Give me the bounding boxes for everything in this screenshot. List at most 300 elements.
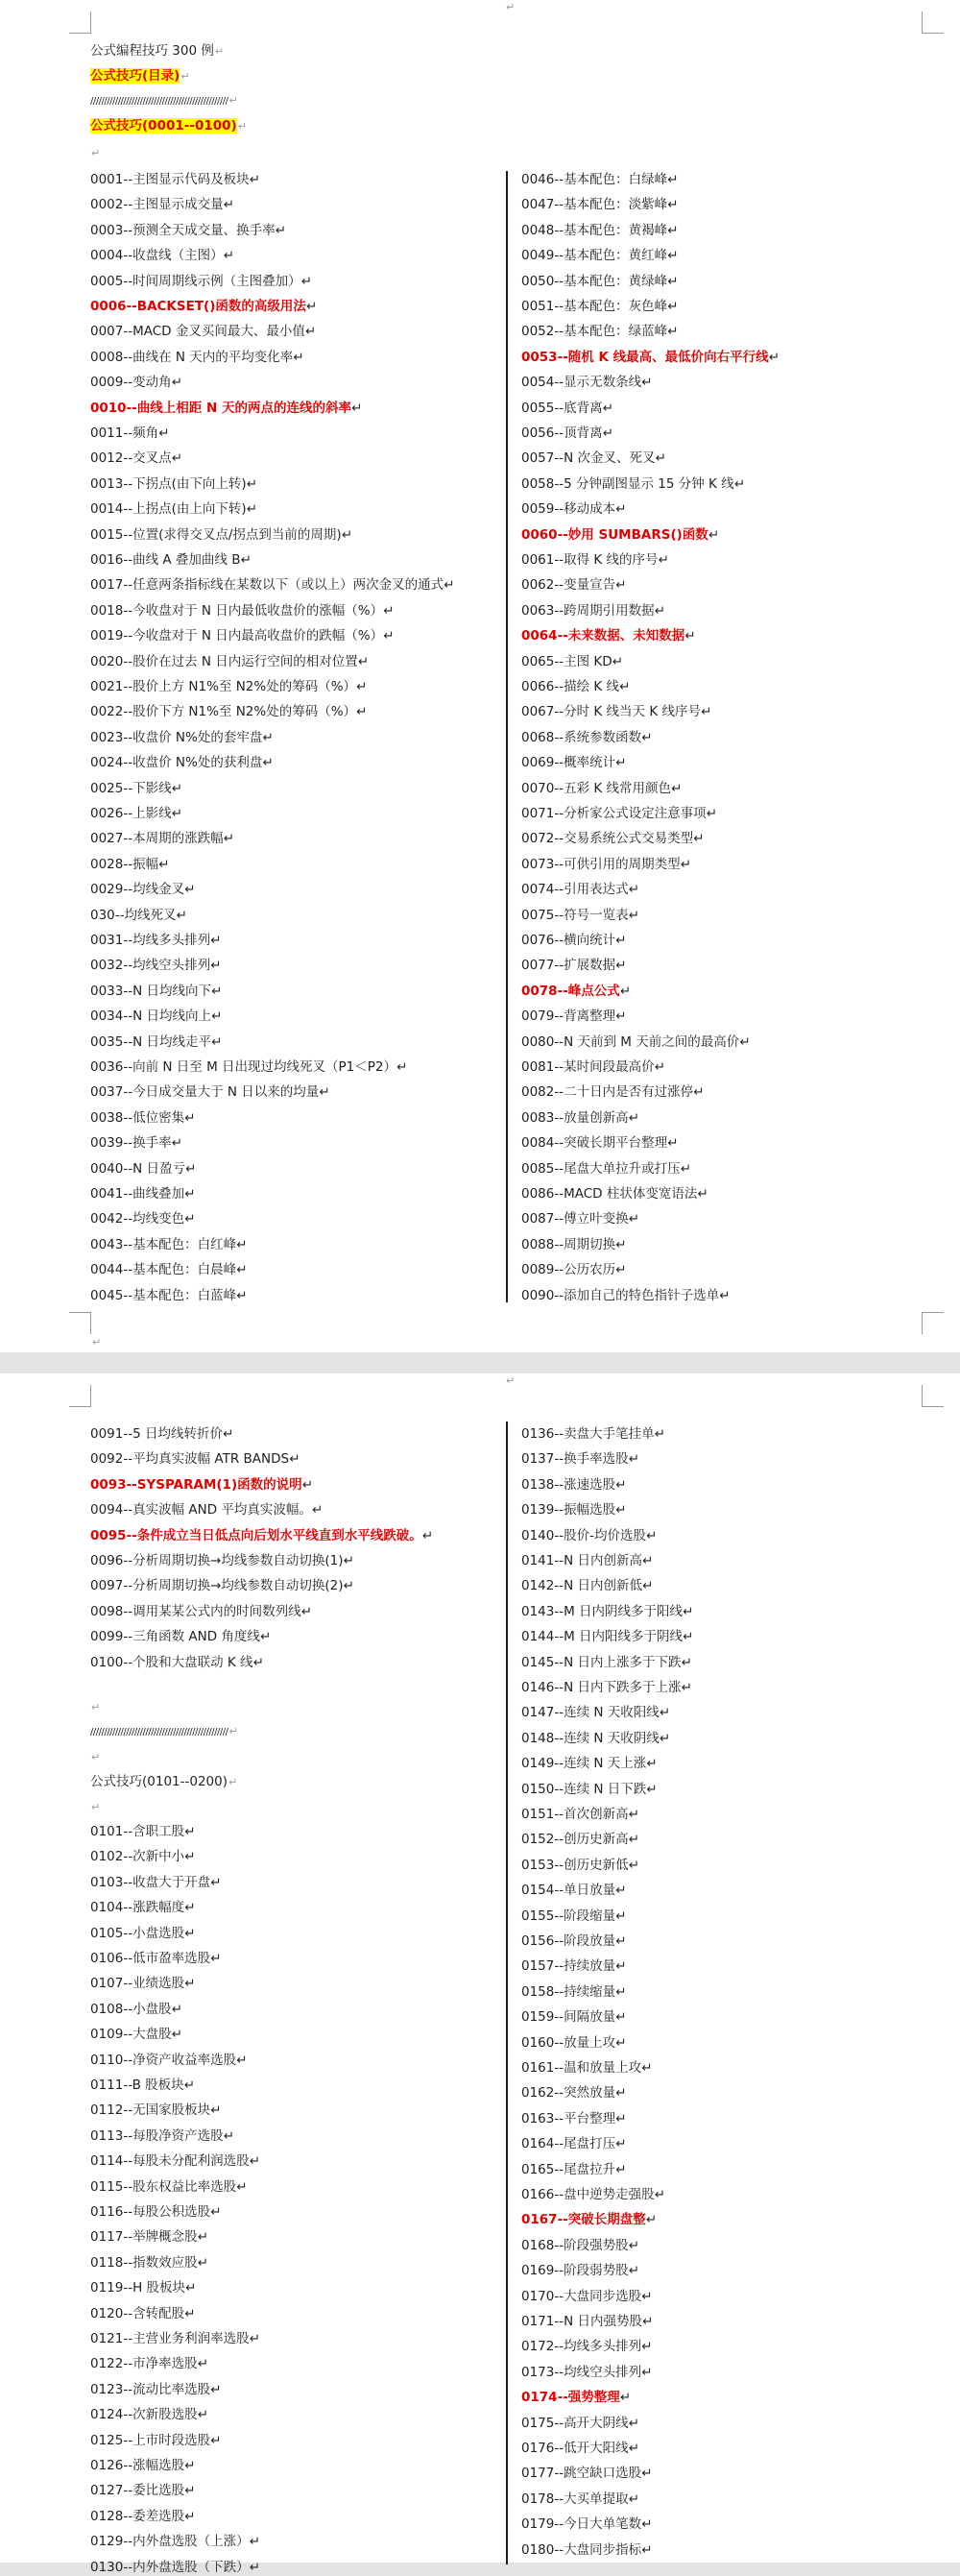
- toc-entry-text: 0163--平台整理: [521, 2110, 616, 2126]
- toc-entry: [521, 881, 639, 898]
- paragraph-mark-icon: ↵: [197, 2356, 208, 2372]
- paragraph-mark-icon: ↵: [383, 628, 395, 644]
- toc-entry: [521, 1185, 708, 1203]
- toc-entry-text: 0012--交叉点: [90, 450, 172, 467]
- paragraph-mark-icon: ↵: [739, 1033, 751, 1050]
- paragraph-mark-icon: ↵: [236, 2052, 248, 2068]
- paragraph-mark-icon: ↵: [171, 1135, 182, 1152]
- toc-entry-text: 0128--委差选股: [90, 2508, 185, 2524]
- toc-entry-text: 0011--频角: [90, 425, 159, 441]
- toc-entry-text: 0083--放量创新高: [521, 1109, 629, 1126]
- paragraph-mark-icon: ↵: [249, 2153, 260, 2170]
- toc-label: 公式技巧(目录): [90, 68, 180, 84]
- paragraph-mark-icon: ↵: [619, 2390, 632, 2406]
- toc-entry-text: 0115--股东权益比率选股: [90, 2178, 237, 2195]
- toc-entry: [90, 1109, 195, 1127]
- toc-entry-text: 0102--次新中小: [90, 1849, 185, 1865]
- toc-entry-text: 0149--连续 N 天上涨: [521, 1756, 647, 1772]
- paragraph-mark-icon: ↵: [684, 628, 696, 644]
- paragraph-mark-icon: ↵: [300, 273, 312, 289]
- paragraph-mark-icon: ↵: [615, 1883, 627, 1899]
- toc-entry: [90, 450, 182, 467]
- paragraph-mark-icon: ↵: [719, 1287, 731, 1303]
- toc-entry: [521, 2440, 639, 2457]
- toc-entry: [90, 2254, 208, 2272]
- toc-entry: [90, 500, 257, 518]
- paragraph-mark-icon: ↵: [615, 1476, 627, 1493]
- paragraph-mark-icon: ↵: [615, 958, 627, 974]
- toc-entry-text: 0117--举牌概念股: [90, 2229, 198, 2246]
- toc-entry-text: 0143--M 日内阴线多于阳线: [521, 1603, 684, 1619]
- paragraph-mark-icon: ↵: [356, 679, 368, 694]
- toc-entry: [521, 1287, 730, 1304]
- toc-entry: [90, 526, 352, 544]
- toc-entry: [521, 907, 639, 924]
- paragraph-mark-icon: ↵: [683, 1629, 694, 1645]
- slash-separator: //////////////////////////////////////////////////: [90, 1727, 228, 1738]
- toc-entry-text: 0010--曲线上相距 N 天的两点的连线的斜率: [90, 400, 351, 416]
- paragraph-mark-icon: ↵: [642, 2314, 654, 2329]
- toc-entry-text: 0146--N 日内下跌多于上涨: [521, 1680, 682, 1695]
- toc-entry: [521, 1654, 692, 1671]
- toc-entry-text: 0140--股价-均价选股: [521, 1527, 646, 1543]
- paragraph-mark-icon: ↵: [628, 882, 639, 898]
- toc-entry: [521, 1908, 626, 1925]
- toc-entry: [90, 2279, 196, 2297]
- toc-entry-text: 0157--持续放量: [521, 1958, 616, 1975]
- toc-label-line: [90, 67, 190, 85]
- toc-entry-text: 0177--跳空缺口选股: [521, 2466, 642, 2482]
- toc-entry-text: 0048--基本配色：黄褐峰: [521, 222, 668, 238]
- paragraph-mark-icon: ↵: [184, 1824, 196, 1839]
- toc-entry: [90, 2559, 260, 2576]
- toc-entry: [90, 881, 195, 898]
- toc-entry-text: 0046--基本配色：白绿峰: [521, 172, 668, 187]
- toc-entry: [521, 2541, 652, 2559]
- toc-entry: [521, 551, 669, 569]
- toc-entry-text: 0079--背离整理: [521, 1009, 616, 1025]
- toc-entry-text: 0062--变量宣告: [521, 577, 616, 594]
- toc-entry: [90, 627, 394, 644]
- paragraph-mark-icon: ↵: [697, 1186, 708, 1202]
- toc-entry-text: 0061--取得 K 线的序号: [521, 552, 659, 568]
- toc-entry: [90, 2152, 260, 2170]
- toc-entry-text: 0026--上影线: [90, 806, 172, 821]
- paragraph-mark-icon: ↵: [615, 1502, 627, 1519]
- toc-entry-text: 0025--下影线: [90, 780, 172, 796]
- toc-entry: [90, 1603, 312, 1620]
- paragraph-mark-icon: ↵: [655, 450, 666, 467]
- toc-entry-text: 0041--曲线叠加: [90, 1186, 185, 1202]
- toc-entry-text: 0001--主图显示代码及板块: [90, 172, 250, 187]
- toc-entry-text: 0100--个股和大盘联动 K 线: [90, 1654, 253, 1670]
- toc-entry: [90, 2381, 221, 2398]
- toc-entry: [90, 2406, 208, 2423]
- toc-entry: [90, 2178, 247, 2196]
- toc-entry-text: 0136--卖盘大手笔挂单: [521, 1426, 655, 1442]
- paragraph-mark-icon: ↵: [646, 1756, 658, 1772]
- toc-entry: [90, 1654, 264, 1671]
- paragraph-mark-icon: ↵: [641, 2060, 653, 2076]
- paragraph-mark-icon: ↵: [444, 577, 455, 594]
- toc-entry: [90, 1476, 313, 1494]
- toc-entry: [90, 2077, 195, 2094]
- toc-entry: [90, 551, 252, 569]
- paragraph-mark-icon: ↵: [223, 831, 234, 847]
- toc-entry-text: 0081--某时间段最高价: [521, 1059, 655, 1075]
- toc-entry-text: 0028--振幅: [90, 856, 159, 872]
- paragraph-mark-icon: ↵: [693, 831, 705, 847]
- paragraph-mark-icon: ↵: [628, 2441, 639, 2456]
- paragraph-mark-icon: ↵: [184, 2458, 196, 2473]
- toc-entry: [521, 2515, 652, 2533]
- page-corner-mark: [69, 1385, 91, 1407]
- toc-entry-text: 0053--随机 K 线最高、最低价向右平行线: [521, 349, 769, 365]
- paragraph-mark-icon: ↵: [654, 602, 665, 619]
- toc-entry-text: 0075--符号一览表: [521, 907, 629, 923]
- toc-entry: [521, 678, 630, 695]
- toc-entry: [521, 1501, 626, 1519]
- paragraph-mark-icon: ↵: [210, 2102, 222, 2119]
- toc-entry: [90, 830, 234, 847]
- toc-entry: [90, 1287, 247, 1304]
- toc-entry-text: 0120--含转配股: [90, 2305, 185, 2321]
- paragraph-mark-icon: ↵: [197, 2254, 208, 2271]
- paragraph-mark-icon: ↵: [237, 120, 247, 133]
- toc-entry: [521, 703, 711, 720]
- toc-entry-text: 0096--分析周期切换→均线参数自动切换(1): [90, 1553, 344, 1568]
- toc-entry: [90, 196, 234, 213]
- toc-entry: [521, 500, 626, 518]
- paragraph-mark-icon: ↵: [641, 2288, 653, 2304]
- paragraph-mark-icon: ↵: [693, 1084, 705, 1101]
- paragraph-mark-icon: ↵: [602, 400, 613, 416]
- toc-entry-text: 0125--上市时段选股: [90, 2432, 211, 2448]
- toc-entry-text: 0063--跨周期引用数据: [521, 602, 655, 619]
- toc-entry-text: 0009--变动角: [90, 375, 172, 391]
- toc-entry-text: 0116--每股公积选股: [90, 2204, 211, 2220]
- toc-entry: [90, 2305, 195, 2322]
- toc-entry: [90, 932, 221, 949]
- toc-entry: [90, 1577, 354, 1594]
- toc-entry-text: 0073--可供引用的周期类型: [521, 856, 681, 872]
- toc-entry-text: 0180--大盘同步指标: [521, 2541, 642, 2558]
- toc-entry: [90, 957, 221, 974]
- toc-entry-text: 0148--连续 N 天收阴线: [521, 1730, 660, 1746]
- paragraph-mark-icon: ↵: [628, 1832, 639, 1848]
- toc-entry-text: 0170--大盘同步选股: [521, 2288, 642, 2304]
- toc-entry: [90, 1058, 407, 1076]
- toc-entry-text: 0086--MACD 柱状体变宽语法: [521, 1186, 698, 1202]
- toc-entry: [521, 856, 691, 873]
- toc-entry: [521, 1882, 626, 1899]
- toc-entry: [90, 475, 257, 493]
- toc-entry-text: 0044--基本配色：白晨峰: [90, 1262, 237, 1278]
- toc-entry: [521, 1628, 693, 1645]
- toc-entry-text: 0109--大盘股: [90, 2027, 172, 2043]
- page-corner-mark: [922, 1385, 944, 1407]
- toc-entry: [521, 602, 665, 620]
- toc-entry: [90, 2533, 260, 2550]
- toc-entry-text: 0035--N 日均线走平: [90, 1033, 211, 1050]
- paragraph-mark-icon: ↵: [240, 552, 252, 568]
- toc-entry-text: 0176--低开大阳线: [521, 2441, 629, 2456]
- toc-entry-text: 030--均线死叉: [90, 907, 177, 923]
- paragraph-mark-icon: ↵: [628, 1451, 639, 1468]
- paragraph-mark-icon: ↵: [628, 2491, 639, 2507]
- toc-entry: [521, 1857, 639, 1874]
- toc-entry-text: 0069--概率统计: [521, 755, 616, 771]
- paragraph-mark-icon: ↵: [262, 755, 274, 771]
- toc-entry: [90, 298, 317, 315]
- toc-entry-text: 0112--无国家股板块: [90, 2102, 211, 2119]
- paragraph-mark-icon: ↵: [615, 2161, 627, 2177]
- toc-entry: [90, 2508, 195, 2525]
- toc-entry-text: 0162--突然放量: [521, 2085, 616, 2102]
- paragraph-mark-icon: ↵: [768, 349, 780, 365]
- paragraph-mark-icon: ↵: [357, 653, 370, 669]
- paragraph-mark-icon: ↵: [681, 1654, 692, 1670]
- section-label: 公式技巧(0101--0200): [90, 1774, 228, 1789]
- toc-entry: [521, 400, 613, 417]
- toc-entry: [521, 171, 678, 188]
- toc-entry: [90, 602, 394, 620]
- paragraph-mark-icon: ↵: [615, 1262, 627, 1278]
- toc-entry-text: 0093--SYSPARAM(1)函数的说明: [90, 1476, 302, 1493]
- paragraph-mark-icon: ↵: [249, 172, 260, 187]
- paragraph-mark-icon: ↵: [680, 1160, 691, 1177]
- toc-entry: [521, 1730, 670, 1747]
- toc-entry-text: 0159--间隔放量: [521, 2009, 616, 2026]
- paragraph-mark-icon: ↵: [289, 1451, 300, 1468]
- document-page-2: [0, 1373, 960, 2575]
- toc-entry: [90, 1210, 195, 1227]
- toc-entry-text: 0047--基本配色：淡紫峰: [521, 197, 668, 213]
- toc-entry: [521, 932, 626, 949]
- section-label: 公式技巧(0001--0100): [90, 118, 237, 134]
- toc-entry-text: 0178--大买单提取: [521, 2491, 629, 2507]
- paragraph-mark-icon: ↵: [615, 1983, 627, 2000]
- toc-entry: [90, 1261, 247, 1278]
- paragraph-mark-icon: ↵: [641, 2339, 653, 2355]
- page-corner-mark: [922, 1312, 944, 1334]
- toc-entry: [521, 830, 704, 847]
- toc-entry: [521, 754, 626, 771]
- slash-separator: //////////////////////////////////////////////////: [90, 96, 228, 107]
- toc-entry-text: 0060--妙用 SUMBARS()函数: [521, 526, 708, 543]
- paragraph-mark-icon: ↵: [184, 1925, 196, 1941]
- toc-entry-text: 0137--换手率选股: [521, 1451, 629, 1468]
- toc-entry-text: 0017--任意两条指标线在某数以下（或以上）两次金叉的通式: [90, 577, 444, 594]
- toc-entry: [521, 1008, 626, 1025]
- toc-entry-text: 0023--收盘价 N%处的套牢盘: [90, 729, 263, 745]
- paragraph-mark-icon: ↵: [343, 1553, 354, 1568]
- toc-entry-text: 0088--周期切换: [521, 1236, 616, 1252]
- empty-paragraph: [90, 144, 100, 162]
- paragraph-mark-icon: ↵: [91, 1801, 101, 1813]
- toc-entry-text: 0144--M 日内阳线多于阴线: [521, 1629, 684, 1645]
- paragraph-mark-icon: ↵: [211, 1033, 223, 1050]
- paragraph-mark-icon: ↵: [667, 324, 679, 340]
- paragraph-mark-icon: ↵: [184, 882, 196, 898]
- toc-entry-text: 0168--阶段强势股: [521, 2237, 629, 2253]
- toc-entry-text: 0036--向前 N 日至 M 日出现过均线死叉（P1＜P2）: [90, 1059, 396, 1075]
- toc-entry-text: 0071--分析家公式设定注意事项: [521, 806, 707, 821]
- toc-entry: [521, 1806, 639, 1823]
- paragraph-mark-icon: ↵: [210, 2204, 222, 2220]
- toc-entry: [90, 907, 187, 924]
- paragraph-mark-icon: ↵: [228, 1725, 238, 1738]
- toc-entry: [521, 298, 678, 315]
- toc-entry-text: 0151--首次创新高: [521, 1807, 629, 1822]
- toc-entry: [521, 2262, 639, 2279]
- paragraph-mark-icon: ↵: [171, 806, 182, 821]
- paragraph-mark-icon: ↵: [311, 1502, 324, 1519]
- toc-entry-text: 0111--B 股板块: [90, 2078, 184, 2093]
- toc-entry-text: 0043--基本配色：白红峰: [90, 1236, 237, 1252]
- toc-entry-text: 0052--基本配色：绿蓝峰: [521, 324, 668, 340]
- paragraph-mark-icon: ↵: [615, 2034, 627, 2051]
- toc-entry-text: 0147--连续 N 天收阳线: [521, 1705, 660, 1721]
- toc-entry-text: 0074--引用表达式: [521, 882, 629, 898]
- toc-entry: [90, 1134, 182, 1152]
- paragraph-mark-icon: ↵: [628, 1211, 639, 1227]
- paragraph-mark-icon: ↵: [246, 501, 257, 518]
- paragraph-mark-icon: ↵: [214, 45, 225, 58]
- toc-entry: [90, 576, 454, 594]
- toc-entry: [521, 374, 652, 391]
- paragraph-mark-icon: ↵: [176, 907, 187, 923]
- paragraph-mark-icon: ↵: [223, 197, 234, 213]
- toc-entry-text: 0090--添加自己的特色指针子选单: [521, 1287, 720, 1303]
- toc-entry-text: 0080--N 天前到 M 天前之间的最高价: [521, 1033, 740, 1050]
- toc-entry-text: 0029--均线金叉: [90, 882, 185, 898]
- paragraph-mark-icon: ↵: [658, 552, 669, 568]
- toc-entry-text: 0082--二十日内是否有过涨停: [521, 1084, 694, 1101]
- toc-entry: [521, 1755, 658, 1772]
- toc-entry: [521, 2364, 652, 2381]
- toc-entry: [521, 1476, 626, 1494]
- toc-entry: [90, 2432, 221, 2449]
- toc-entry-text: 0007--MACD 金叉买间最大、最小值: [90, 324, 305, 340]
- toc-entry-text: 0110--净资产收益率选股: [90, 2052, 237, 2068]
- toc-entry: [90, 780, 182, 797]
- toc-entry: [90, 1950, 221, 1967]
- paragraph-mark-icon: ↵: [249, 2331, 260, 2346]
- toc-entry-text: 0138--涨速选股: [521, 1476, 616, 1493]
- paragraph-mark-icon: ↵: [641, 2466, 653, 2482]
- paragraph-mark-icon: ↵: [184, 2483, 196, 2499]
- toc-entry-text: 0032--均线空头排列: [90, 958, 211, 974]
- section-label-line: [90, 117, 247, 135]
- toc-entry-text: 0034--N 日均线向上: [90, 1009, 211, 1025]
- toc-entry: [521, 1058, 665, 1076]
- toc-entry-text: 0161--温和放量上攻: [521, 2060, 642, 2076]
- toc-entry: [90, 2001, 182, 2018]
- toc-entry: [521, 2186, 665, 2203]
- paragraph-mark-icon: ↵: [667, 248, 679, 264]
- toc-entry: [90, 425, 169, 442]
- toc-entry-text: 0004--收盘线（主图）: [90, 248, 224, 264]
- paragraph-mark-icon: ↵: [615, 2009, 627, 2026]
- toc-entry-text: 0076--横向统计: [521, 933, 616, 948]
- paragraph-mark-icon: ↵: [180, 70, 190, 83]
- toc-entry: [90, 856, 169, 873]
- paragraph-mark-icon: ↵: [185, 2280, 197, 2297]
- toc-entry: [521, 729, 652, 746]
- toc-entry-text: 0175--高开大阴线: [521, 2415, 629, 2431]
- paragraph-mark-icon: ↵: [642, 1578, 654, 1594]
- toc-entry-text: 0039--换手率: [90, 1135, 172, 1152]
- toc-entry: [521, 2161, 626, 2178]
- paragraph-mark-icon: ↵: [628, 1109, 639, 1126]
- toc-entry: [521, 1831, 639, 1848]
- toc-entry: [90, 1236, 247, 1253]
- toc-entry: [521, 2110, 626, 2127]
- paragraph-mark-icon: ↵: [91, 147, 101, 159]
- toc-entry: [90, 2026, 182, 2043]
- doc-title: 公式编程技巧 300 例: [90, 43, 214, 59]
- paragraph-mark-icon: ↵: [615, 1958, 627, 1975]
- paragraph-mark-icon: ↵: [645, 2212, 658, 2228]
- toc-entry: [90, 2355, 208, 2372]
- toc-entry: [90, 1975, 195, 1992]
- toc-entry-text: 0172--均线多头排列: [521, 2339, 642, 2355]
- paragraph-mark-icon: ↵: [249, 2534, 260, 2550]
- paragraph-mark-icon: ↵: [628, 2237, 639, 2253]
- paragraph-mark-icon: ↵: [628, 1807, 639, 1822]
- toc-entry: [90, 653, 369, 670]
- paragraph-mark-icon: ↵: [646, 1781, 658, 1797]
- paragraph-mark-icon: ↵: [641, 2541, 653, 2558]
- paragraph-mark-icon: ↵: [641, 2364, 653, 2380]
- paragraph-mark-icon: ↵: [667, 273, 679, 289]
- toc-entry: [521, 1679, 692, 1696]
- paragraph-mark-icon: ↵: [171, 2001, 182, 2017]
- toc-entry: [521, 2288, 652, 2305]
- toc-entry: [90, 2330, 260, 2347]
- toc-entry: [90, 1008, 222, 1025]
- toc-entry: [521, 247, 678, 264]
- paragraph-mark-icon: ↵: [506, 1374, 516, 1387]
- paragraph-mark-icon: ↵: [92, 1336, 102, 1349]
- paragraph-mark-icon: ↵: [185, 1160, 197, 1177]
- paragraph-mark-icon: ↵: [171, 450, 182, 467]
- toc-entry-text: 0101--含职工股: [90, 1824, 185, 1839]
- paragraph-mark-icon: ↵: [184, 1849, 196, 1865]
- paragraph-mark-icon: ↵: [301, 1476, 313, 1493]
- toc-entry-text: 0003--预测全天成交量、换手率: [90, 222, 276, 238]
- paragraph-mark-icon: ↵: [210, 933, 222, 948]
- toc-entry-text: 0103--收盘大于开盘: [90, 1874, 211, 1890]
- page-corner-mark: [69, 1312, 91, 1334]
- column-divider: [506, 1422, 508, 2564]
- empty-paragraph: [90, 1698, 100, 1716]
- paragraph-mark-icon: ↵: [641, 729, 653, 745]
- toc-entry: [521, 323, 678, 340]
- toc-entry-text: 0150--连续 N 日下跌: [521, 1781, 647, 1797]
- paragraph-mark-icon: ↵: [184, 1211, 196, 1227]
- toc-entry: [521, 1083, 704, 1101]
- paragraph-mark-icon: ↵: [654, 1059, 665, 1075]
- paragraph-mark-icon: ↵: [628, 907, 639, 923]
- toc-entry: [90, 1527, 433, 1544]
- paragraph-mark-icon: ↵: [615, 1933, 627, 1949]
- paragraph-mark-icon: ↵: [619, 679, 631, 694]
- toc-entry: [90, 374, 182, 391]
- toc-entry-text: 0091--5 日均线转折价: [90, 1426, 223, 1442]
- paragraph-mark-icon: ↵: [628, 2263, 639, 2279]
